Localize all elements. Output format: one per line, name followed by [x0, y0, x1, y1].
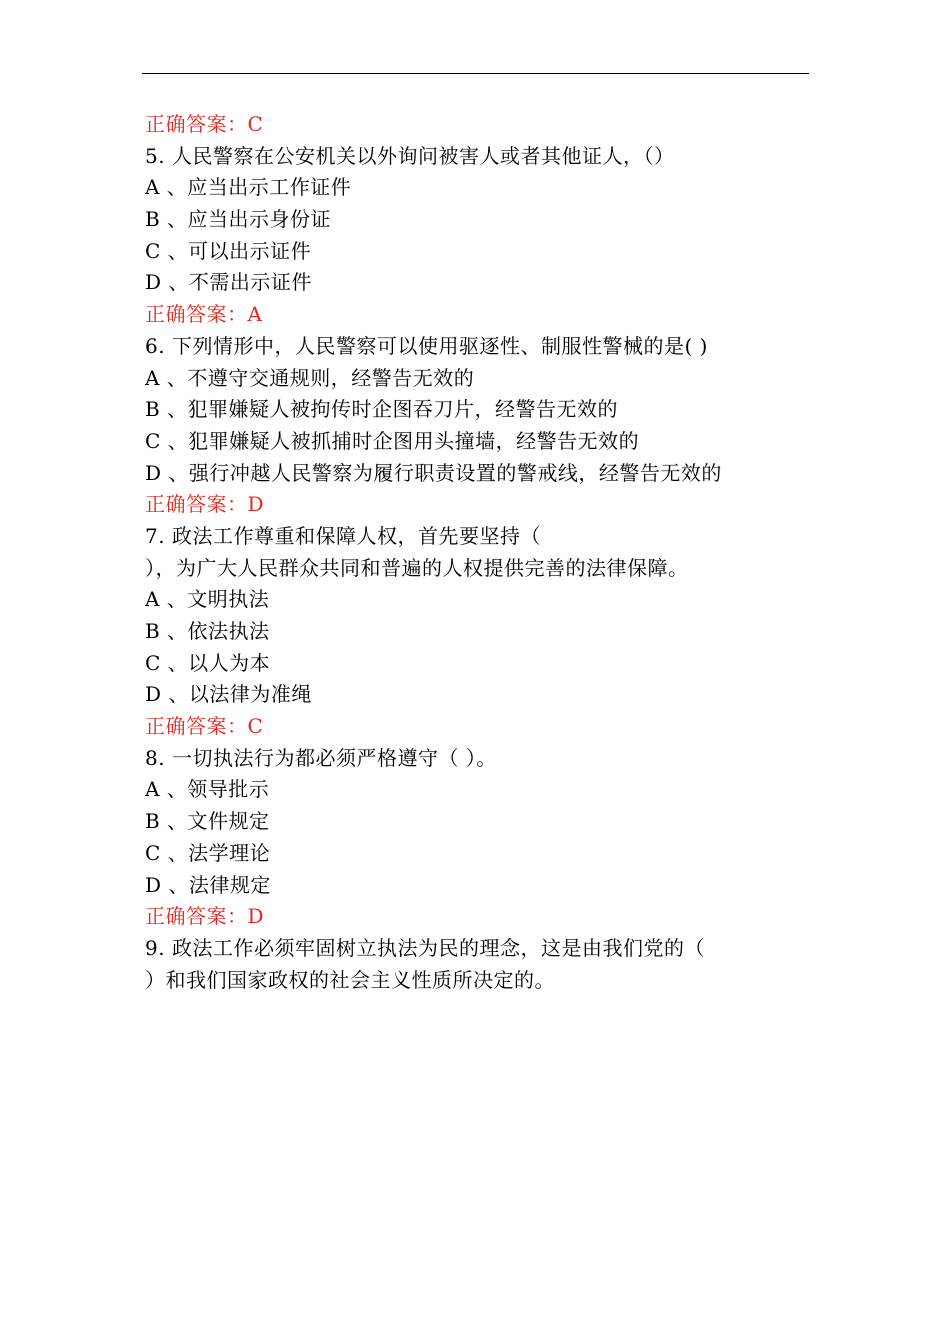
header-rule	[142, 73, 809, 74]
answer-line: 正确答案：A	[145, 302, 263, 327]
answer-line: 正确答案：D	[145, 492, 265, 517]
question-stem: 6. 下列情形中，人民警察可以使用驱逐性、制服性警械的是( )	[145, 333, 708, 358]
question-6	[145, 331, 805, 521]
question-7	[145, 521, 805, 743]
question-stem: 5. 人民警察在公安机关以外询问被害人或者其他证人，（）	[145, 143, 675, 168]
option-a: A 、不遵守交通规则，经警告无效的	[145, 365, 475, 390]
question-8	[145, 743, 805, 933]
question-9	[145, 933, 805, 996]
option-b: B 、依法执法	[145, 619, 270, 643]
option-c: C 、犯罪嫌疑人被抓捕时企图用头撞墙，经警告无效的	[145, 428, 640, 453]
option-d: D 、以法律为准绳	[145, 682, 312, 707]
option-b: B 、文件规定	[145, 809, 270, 834]
answer-line: 正确答案：C	[145, 714, 264, 739]
question-stem: 7. 政法工作尊重和保障人权，首先要坚持（	[145, 523, 541, 548]
option-c: C 、以人为本	[145, 650, 271, 675]
option-d: D 、法律规定	[145, 872, 271, 897]
option-a: A 、领导批示	[145, 777, 270, 802]
option-c: C 、可以出示证件	[145, 238, 312, 263]
option-b: B 、应当出示身份证	[145, 207, 332, 232]
option-c: C 、法学理论	[145, 840, 271, 865]
option-a: A 、文明执法	[145, 587, 270, 612]
answer-line: 正确答案：D	[145, 904, 265, 929]
document-body	[145, 109, 805, 996]
question-stem-continued: ），为广大人民群众共同和普遍的人权提供完善的法律保障。	[145, 555, 689, 580]
answer-line: 正确答案：C	[145, 112, 264, 136]
option-a: A 、应当出示工作证件	[145, 175, 352, 200]
option-b: B 、犯罪嫌疑人被拘传时企图吞刀片，经警告无效的	[145, 397, 619, 422]
option-d: D 、不需出示证件	[145, 270, 312, 295]
question-stem-continued: ）和我们国家政权的社会主义性质所决定的。	[145, 967, 555, 992]
question-stem: 9. 政法工作必须牢固树立执法为民的理念，这是由我们党的（	[145, 935, 705, 960]
question-stem: 8. 一切执法行为都必须严格遵守（ ）。	[145, 745, 497, 770]
question-5	[145, 141, 805, 331]
option-d: D 、强行冲越人民警察为履行职责设置的警戒线，经警告无效的	[145, 460, 722, 485]
